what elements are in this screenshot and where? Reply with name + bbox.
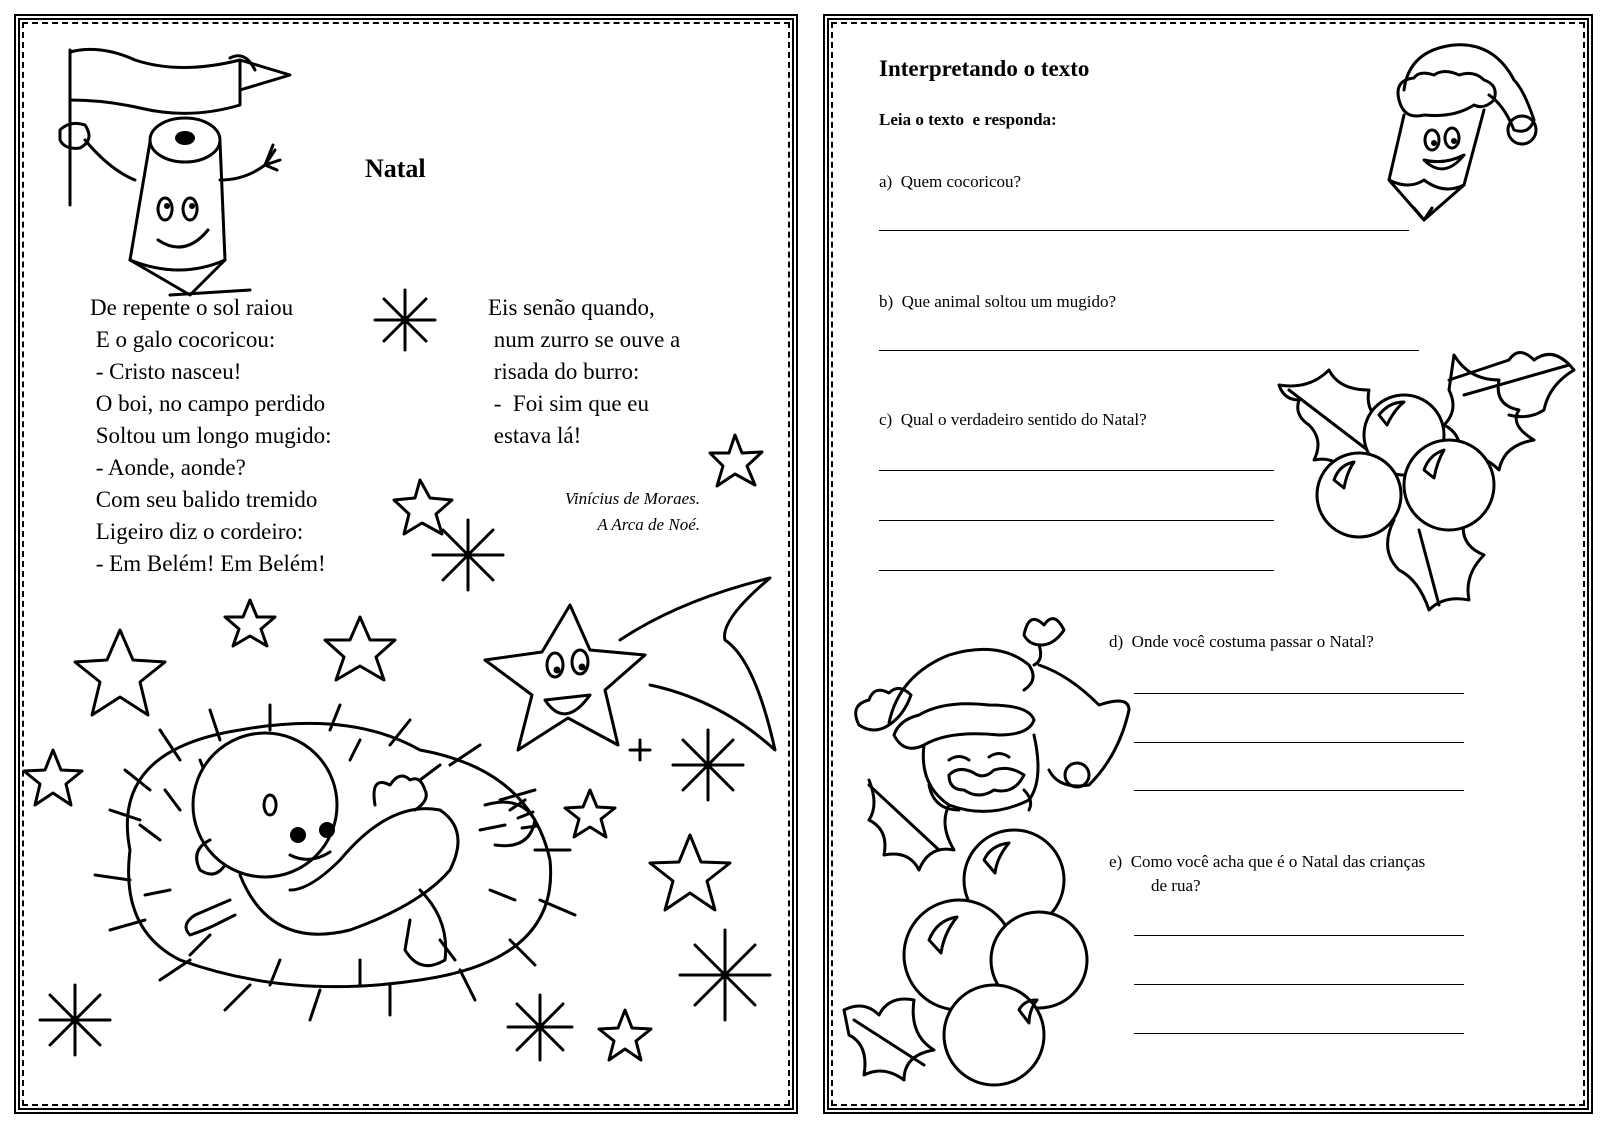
author-name: Vinícius de Moraes. [564, 489, 700, 508]
question-text: Como você acha que é o Natal das crianças [1130, 852, 1426, 871]
answer-line[interactable] [1134, 1033, 1464, 1034]
poem-line: Soltou um longo mugido: [90, 423, 332, 448]
question-text: Onde você costuma passar o Natal? [1131, 632, 1374, 651]
poem-title: Natal [365, 154, 426, 183]
star-icon [225, 600, 275, 646]
star-icon [24, 750, 82, 805]
star-icon [710, 435, 762, 486]
baby-manger-icon [90, 690, 590, 1020]
star-icon [325, 617, 395, 680]
question-c [879, 408, 1147, 432]
question-text: Quem cocoricou? [900, 172, 1022, 191]
book-title: A Arca de Noé. [597, 515, 700, 534]
question-d [1109, 630, 1374, 654]
pencil-santa-hat-icon [1364, 30, 1539, 230]
poem-line: Eis senão quando, [488, 295, 655, 320]
question-text-continued: de rua? [1151, 876, 1201, 895]
star-icon [650, 835, 730, 910]
left-page [14, 14, 798, 1114]
poem-line: O boi, no campo perdido [90, 391, 326, 416]
poem-line: Ligeiro diz o cordeiro: [90, 519, 304, 544]
poem-line: num zurro se ouve a [488, 327, 681, 352]
poem-line: Com seu balido tremido [90, 487, 318, 512]
poem-line: estava lá! [488, 423, 582, 448]
answer-line[interactable] [1134, 742, 1464, 743]
question-b [879, 290, 1116, 314]
answer-line[interactable] [879, 520, 1274, 521]
sparkle-icon [375, 290, 435, 350]
right-page [823, 14, 1593, 1114]
holly-berries-icon [1269, 340, 1579, 640]
poem-line: risada do burro: [488, 359, 640, 384]
answer-line[interactable] [1134, 984, 1464, 985]
answer-line[interactable] [879, 470, 1274, 471]
poem-line: - Foi sim que eu [488, 391, 649, 416]
question-text: Que animal soltou um mugido? [901, 292, 1117, 311]
worksheet-heading: Interpretando o texto [879, 56, 1090, 81]
question-label: e) [1109, 852, 1123, 871]
answer-line[interactable] [1134, 693, 1464, 694]
question-label: b) [879, 292, 894, 311]
poem-line: - Cristo nasceu! [90, 359, 242, 384]
answer-line[interactable] [1134, 790, 1464, 791]
question-e [1109, 850, 1425, 898]
answer-line[interactable] [1134, 935, 1464, 936]
poem-line: De repente o sol raiou [90, 295, 294, 320]
worksheet-instruction: Leia o texto e responda: [879, 110, 1057, 129]
question-label: c) [879, 410, 893, 429]
poem-line: - Aonde, aonde? [90, 455, 246, 480]
question-a [879, 170, 1021, 194]
sparkle-icon [680, 930, 770, 1020]
poem-line: E o galo cocoricou: [90, 327, 276, 352]
answer-line[interactable] [879, 350, 1419, 351]
answer-line[interactable] [879, 570, 1274, 571]
star-icon [599, 1010, 651, 1060]
star-icon [394, 480, 452, 534]
question-text: Qual o verdadeiro sentido do Natal? [900, 410, 1147, 429]
poem-line: - Em Belém! Em Belém! [90, 551, 326, 576]
question-label: d) [1109, 632, 1124, 651]
question-label: a) [879, 172, 893, 191]
answer-line[interactable] [879, 230, 1409, 231]
